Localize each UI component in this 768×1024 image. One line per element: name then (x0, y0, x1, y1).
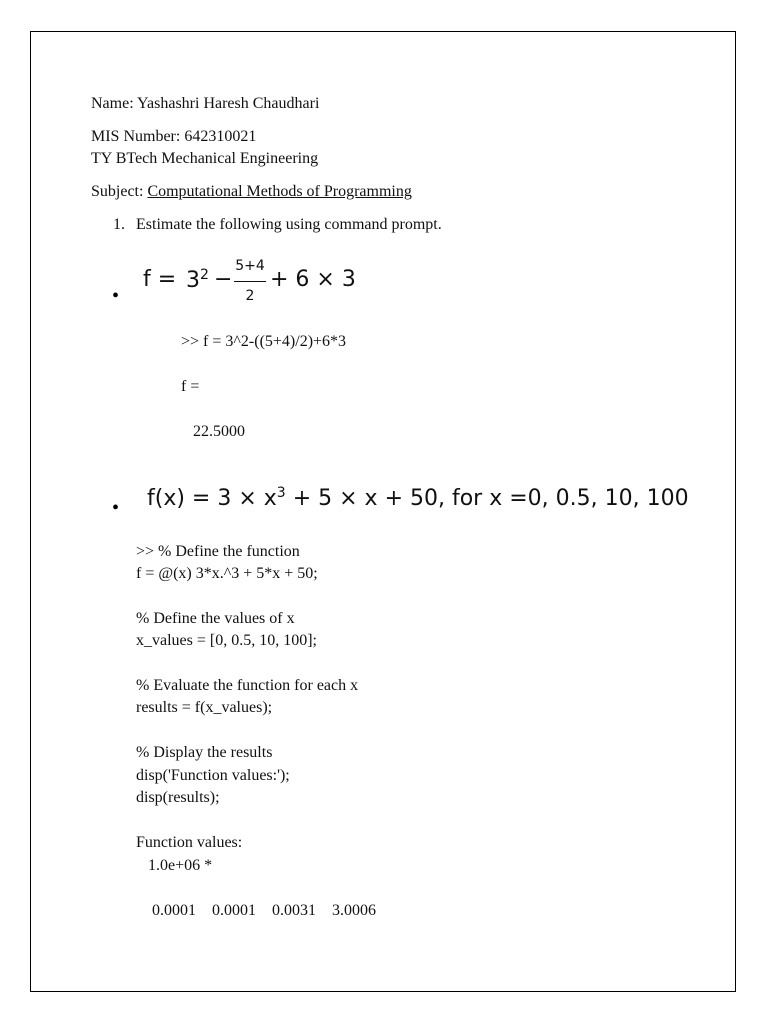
code-line: % Define the values of x (136, 610, 295, 627)
code-result-label: f = (181, 378, 200, 395)
equation-2 (147, 485, 689, 511)
code-line: >> % Define the function (136, 543, 300, 560)
code-line: disp('Function values:'); (136, 767, 290, 784)
equation-1-base: $3^2$ (186, 267, 209, 293)
equation-1-minus: − (214, 267, 233, 292)
equation-1-denominator: 2 (245, 288, 255, 304)
equation-2-prefix: f(x) = 3 × x (147, 486, 277, 511)
output-scale: 1.0e+06 * (136, 857, 213, 874)
code-line: disp(results); (136, 789, 220, 806)
equation-1-tail: + 6 × 3 (270, 267, 356, 292)
bullet-2: • (112, 497, 120, 519)
code-line: x_values = [0, 0.5, 10, 100]; (136, 632, 317, 649)
equation-1-lhs: f = (143, 267, 177, 292)
bullet-1: • (112, 285, 120, 307)
code-command-1: >> f = 3^2-((5+4)/2)+6*3 (181, 333, 347, 350)
mis-number: MIS Number: 642310021 (91, 128, 257, 145)
question-number: 1. (113, 216, 125, 233)
subject-value: Computational Methods of Programming (147, 183, 412, 200)
output-values: 0.0001 0.0001 0.0031 3.0006 (136, 902, 376, 919)
code-line: % Evaluate the function for each x (136, 677, 359, 694)
code-line: % Display the results (136, 744, 273, 761)
fraction-bar (234, 281, 266, 282)
question-text: Estimate the following using command prompt. (136, 216, 442, 233)
equation-1-numerator: 5+4 (235, 258, 265, 274)
subject-line (91, 181, 412, 203)
output-label: Function values: (136, 834, 243, 851)
code-line: f = @(x) 3*x.^3 + 5*x + 50; (136, 565, 318, 582)
equation-2-exponent: 3 (276, 485, 286, 501)
subject-label: Subject: (91, 183, 148, 200)
code-result-value: 22.5000 (193, 423, 245, 440)
code-line: results = f(x_values); (136, 699, 273, 716)
student-name: Name: Yashashri Haresh Chaudhari (91, 95, 320, 112)
equation-2-suffix: + 5 × x + 50, for x =0, 0.5, 10, 100 (285, 486, 689, 511)
course-name: TY BTech Mechanical Engineering (91, 150, 319, 167)
